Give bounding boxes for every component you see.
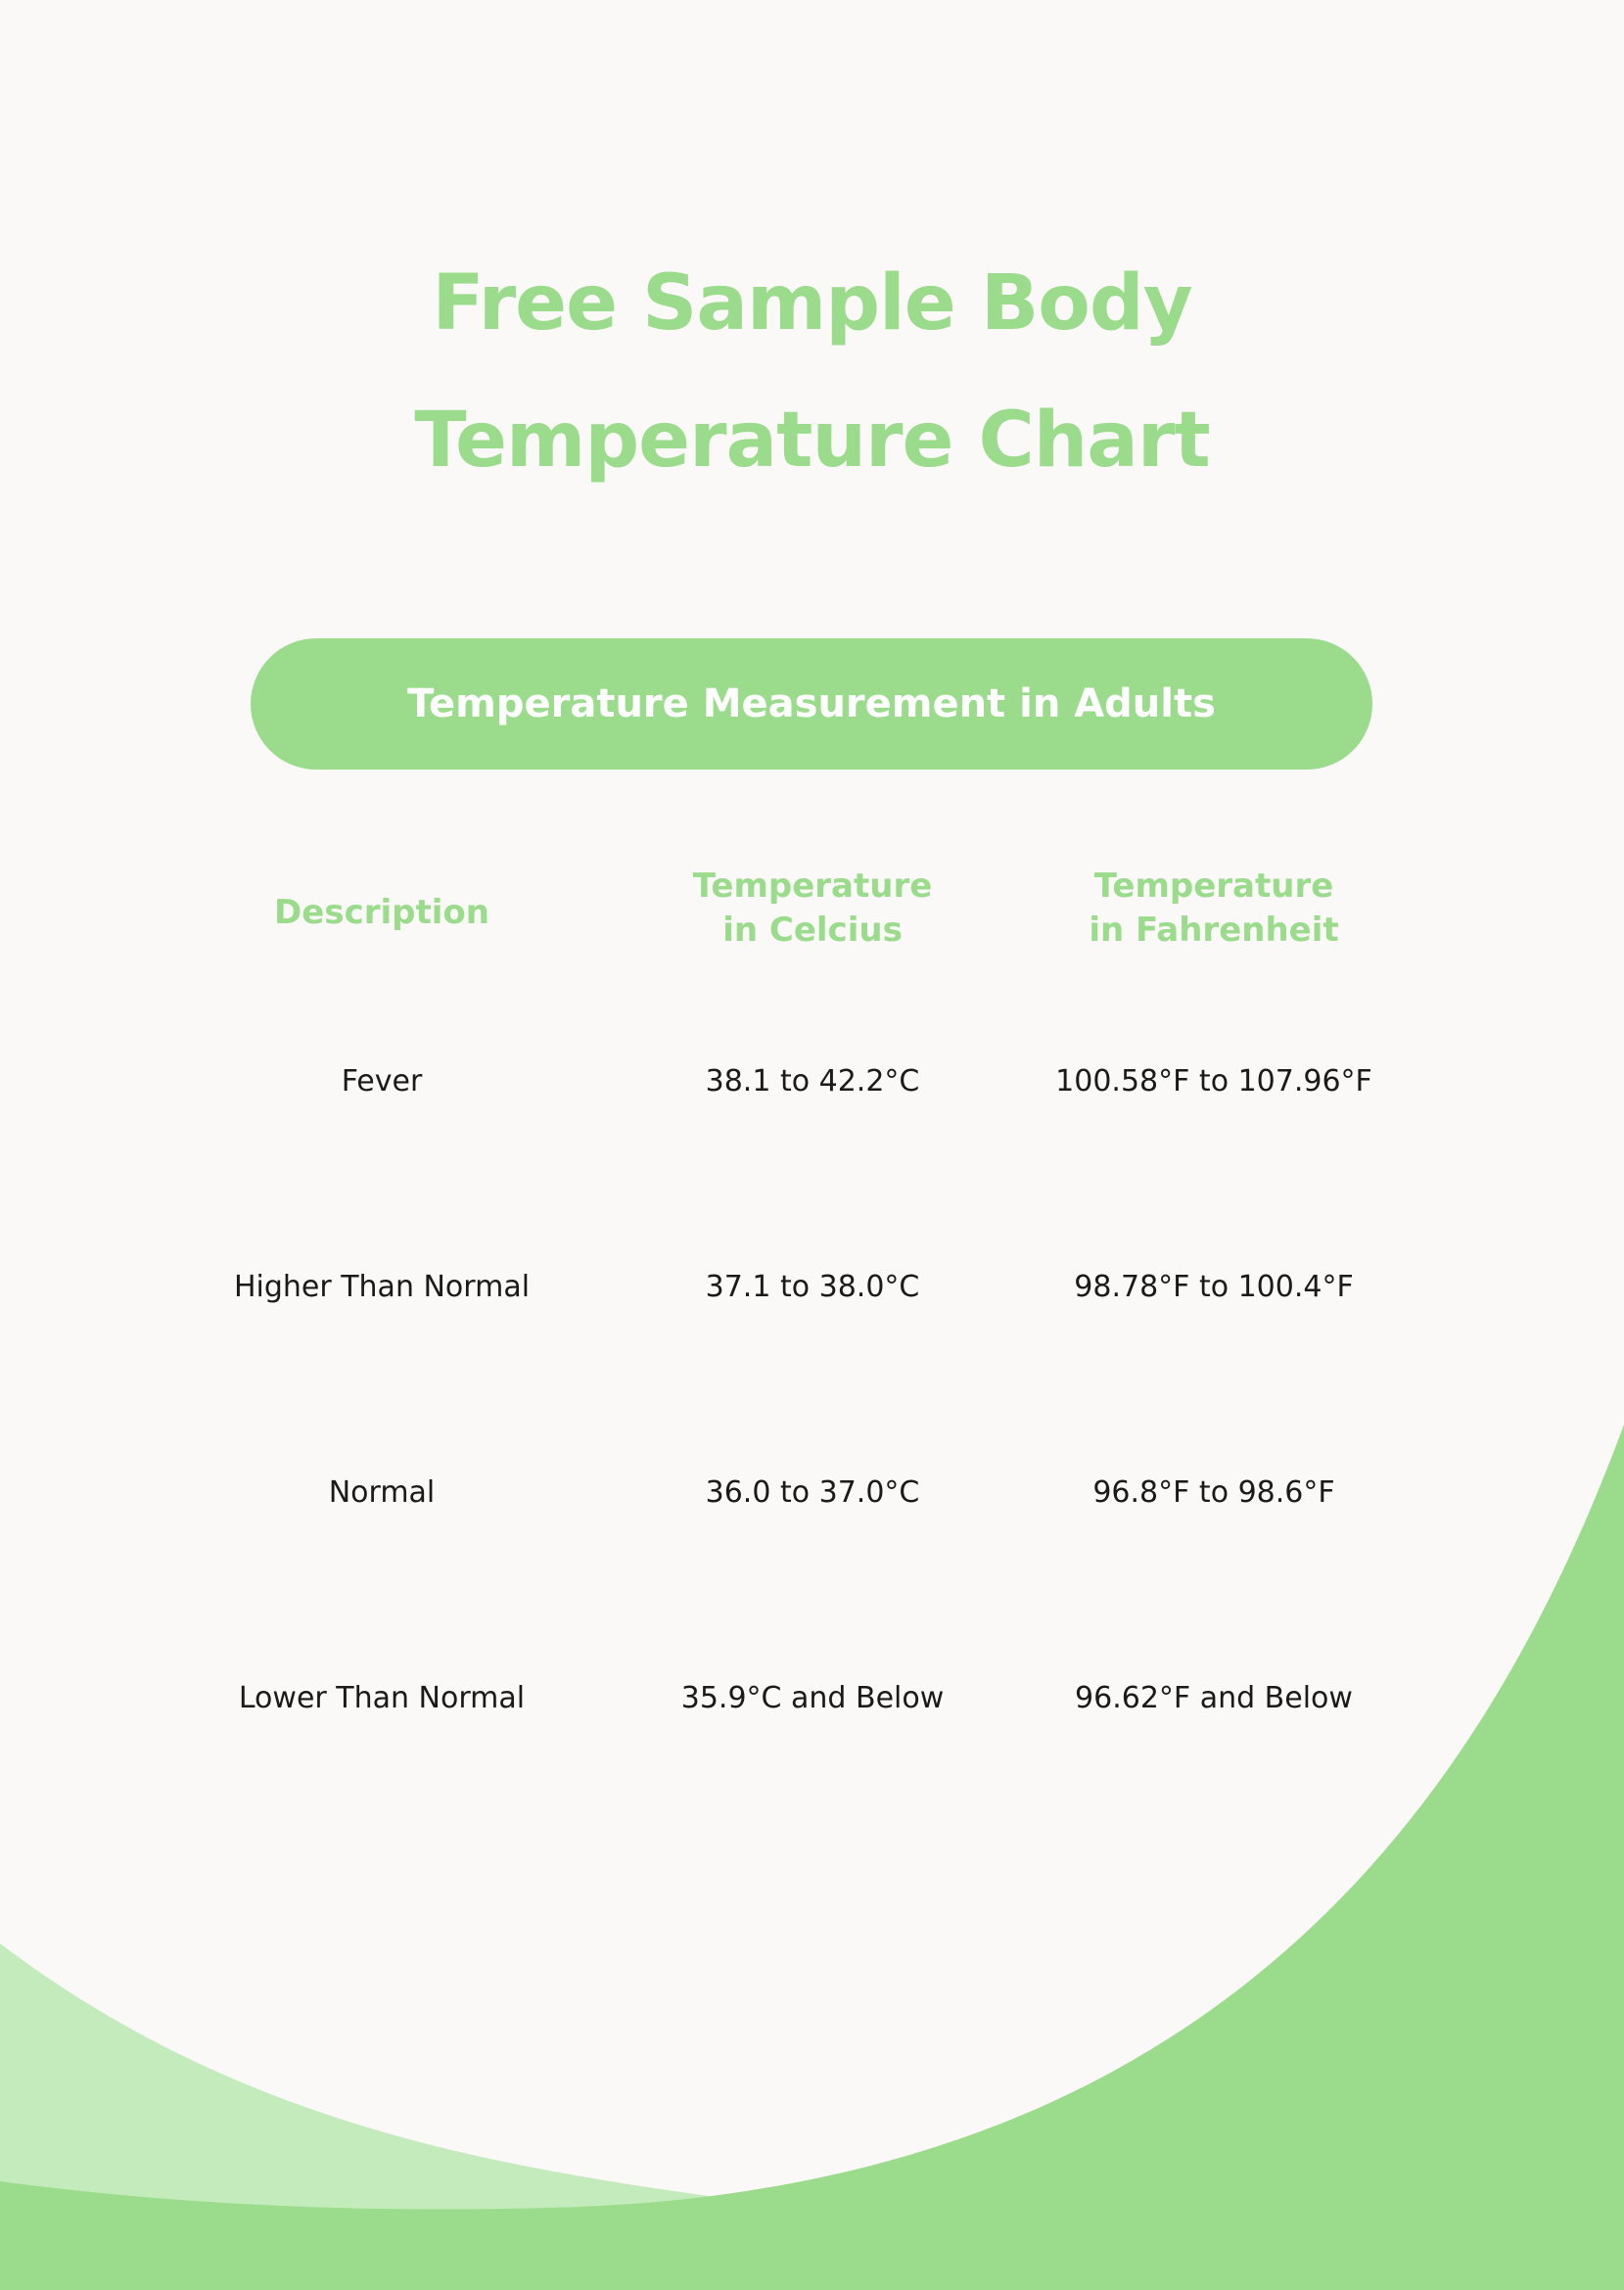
cell-celsius: 36.0 to 37.0°C xyxy=(705,1475,920,1510)
section-banner xyxy=(251,638,1372,770)
page-title xyxy=(0,235,1624,509)
header-celsius-line-1: Temperature xyxy=(692,866,933,906)
cell-fahrenheit: 96.8°F to 98.6°F xyxy=(1092,1475,1335,1510)
cell-description: Lower Than Normal xyxy=(238,1681,526,1715)
cell-celsius: 38.1 to 42.2°C xyxy=(705,1064,920,1098)
cell-celsius: 35.9°C and Below xyxy=(680,1681,945,1715)
banner-label: Temperature Measurement in Adults xyxy=(407,681,1216,726)
cell-fahrenheit: 96.62°F and Below xyxy=(1075,1681,1353,1715)
header-fahrenheit-line-2: in Fahrenheit xyxy=(1089,911,1339,950)
header-description-label: Description xyxy=(274,893,489,932)
title-line-1: Free Sample Body xyxy=(432,259,1192,348)
cell-description: Fever xyxy=(341,1064,423,1098)
header-fahrenheit xyxy=(1018,865,1410,953)
header-fahrenheit-line-1: Temperature xyxy=(1093,866,1334,906)
title-line-2: Temperature Chart xyxy=(414,397,1210,485)
cell-fahrenheit: 98.78°F to 100.4°F xyxy=(1074,1270,1354,1304)
cell-fahrenheit: 100.58°F to 107.96°F xyxy=(1055,1064,1372,1098)
cell-description: Normal xyxy=(328,1475,436,1510)
header-celsius xyxy=(617,865,1008,953)
header-celsius-line-2: in Celcius xyxy=(722,911,903,950)
header-description xyxy=(186,891,578,935)
cell-description: Higher Than Normal xyxy=(233,1270,531,1304)
cell-celsius: 37.1 to 38.0°C xyxy=(705,1270,920,1304)
